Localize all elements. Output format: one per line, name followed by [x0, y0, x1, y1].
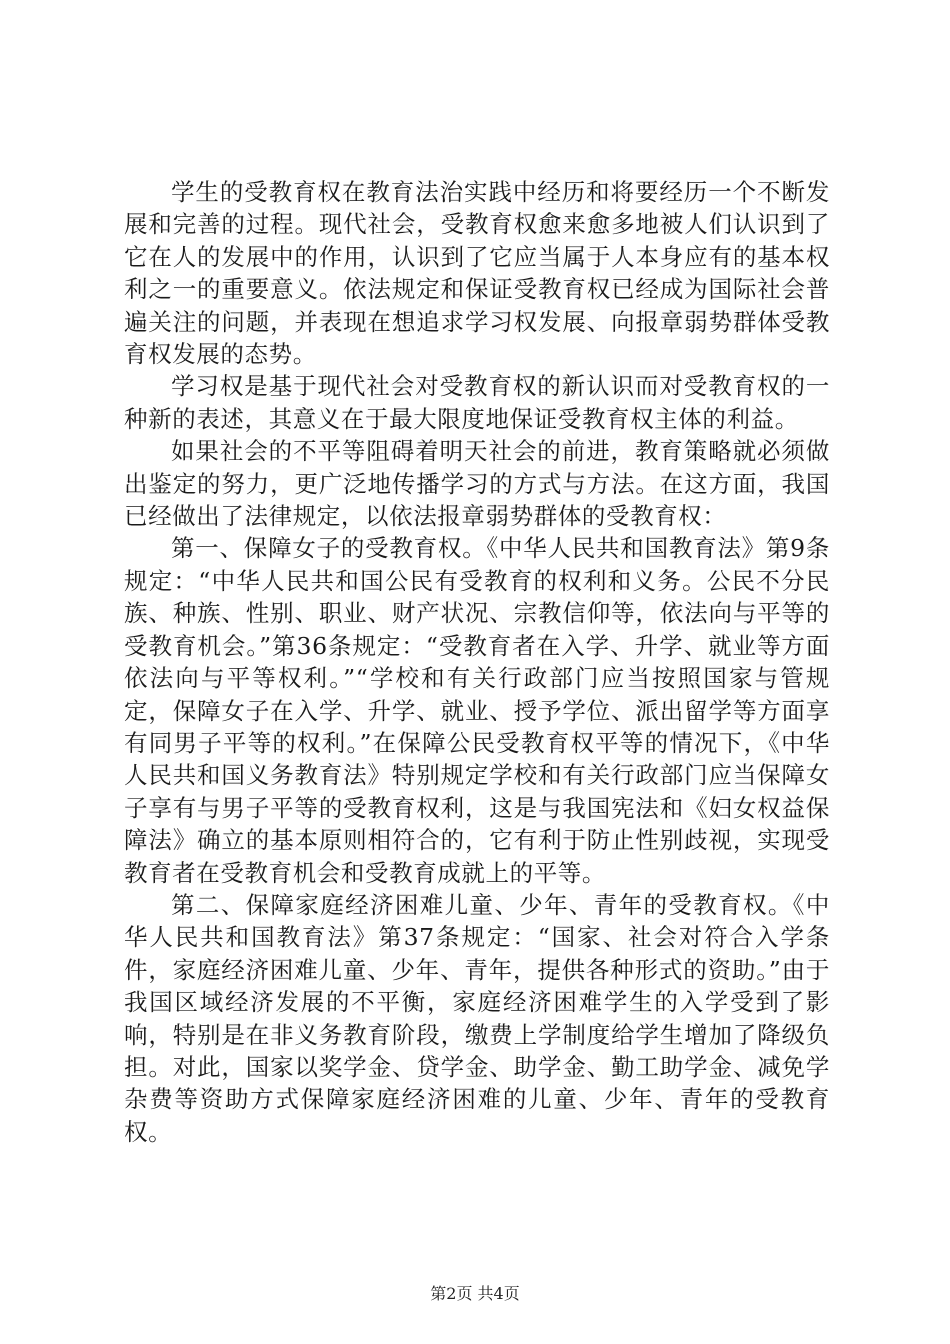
paragraph-economic-hardship-rights: 第二、保障家庭经济困难儿童、少年、青年的受教育权。《中华人民共和国教育法》第37条规定：“国家、社会对符合入学条件，家庭经济困难儿童、少年、青年，提供各种形式的资助。”由于我国区域经济发展的不平衡，家庭经济困难学生的入学受到了影响，特别是在非义务教育阶段，缴费上学制度给学生增加了降级负担。对此，国家以奖学金、贷学金、助学金、勤工助学金、减免学杂费等资助方式保障家庭经济困难的儿童、少年、青年的受教育权。	[124, 890, 830, 1146]
page-number-footer: 第2页 共4页	[430, 1284, 520, 1303]
paragraph-learning-right-definition: 学习权是基于现代社会对受教育权的新认识而对受教育权的一种新的表述，其意义在于最大限度地保证受教育权主体的利益。	[124, 372, 830, 433]
paragraph-women-education-rights: 第一、保障女子的受教育权。《中华人民共和国教育法》第9条规定：“中华人民共和国公民有受教育的权利和义务。公民不分民族、种族、性别、职业、财产状况、宗教信仰等，依法向与平等的受教育机会。”第36条规定：“受教育者在入学、升学、就业等方面依法向与平等权利。”“学校和有关行政部门应当按照国家与管规定，保障女子在入学、升学、就业、授予学位、派出留学等方面享有同男子平等的权利。”在保障公民受教育权平等的情况下，《中华人民共和国义务教育法》特别规定学校和有关行政部门应当保障女子享有与男子平等的受教育权利，这是与我国宪法和《妇女权益保障法》确立的基本原则相符合的，它有利于防止性别歧视，实现受教育者在受教育机会和受教育成就上的平等。	[124, 534, 830, 887]
paragraph-learning-right-development: 学生的受教育权在教育法治实践中经历和将要经历一个不断发展和完善的过程。现代社会，受教育权愈来愈多地被人们认识到了它在人的发展中的作用，认识到了它应当属于人本身应有的基本权利之一的重要意义。依法规定和保证受教育权已经成为国际社会普遍关注的问题，并表现在想追求学习权发展、向报章弱势群体受教育权发展的态势。	[124, 178, 830, 369]
paragraph-education-strategy: 如果社会的不平等阻碍着明天社会的前进，教育策略就必须做出鉴定的努力，更广泛地传播学习的方式与方法。在这方面，我国已经做出了法律规定，以依法报章弱势群体的受教育权：	[124, 437, 830, 531]
document-body	[124, 176, 830, 1148]
